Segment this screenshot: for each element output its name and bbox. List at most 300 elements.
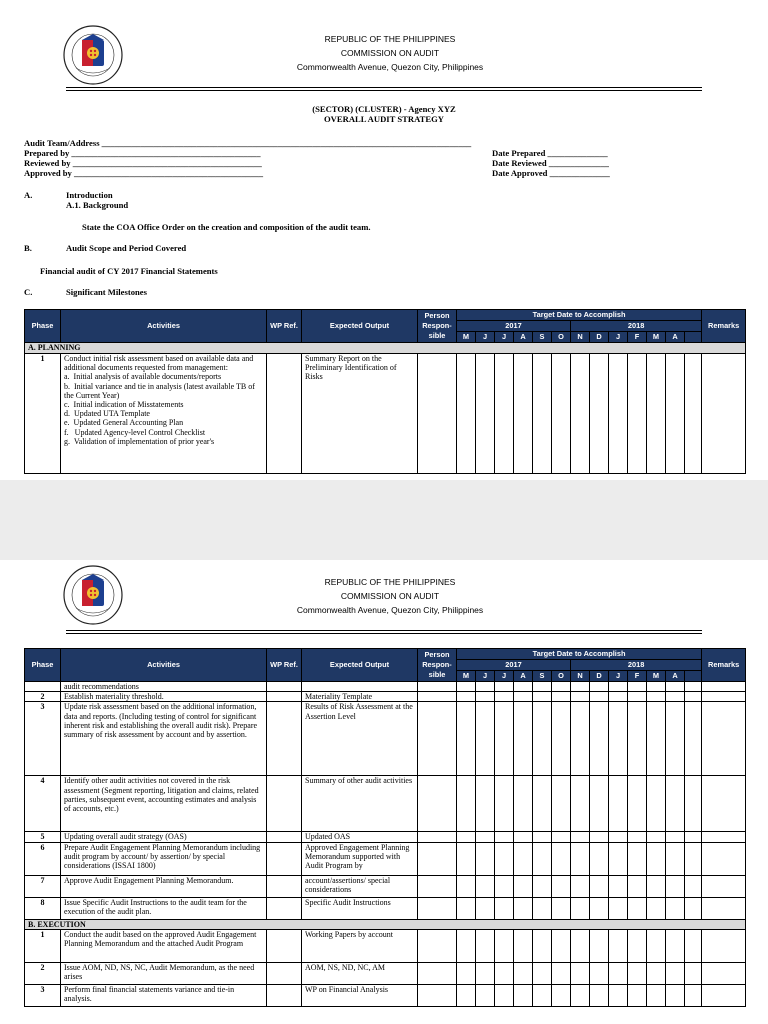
- month-cell: [514, 962, 533, 984]
- reviewed-by-field: Reviewed by ____________________________________________: [24, 158, 262, 168]
- letterhead: [180, 32, 600, 74]
- month-cell: [685, 842, 702, 875]
- month-cell: [628, 682, 647, 692]
- table-header-row: [25, 310, 746, 321]
- month-cell: [571, 832, 590, 842]
- row-activity: Identify other audit activities not covered in the risk assessment (Segment reporting, litigation and claims, related parties, subsequent event, accounting estimates and analysis of accounts, etc.): [61, 776, 267, 832]
- year-2018-header: 2018: [571, 321, 702, 332]
- month-cell: [647, 682, 666, 692]
- row-expected-output: Approved Engagement Planning Memorandum supported with Audit Program by: [302, 842, 418, 875]
- month-cell: [609, 897, 628, 919]
- month-cell: [666, 682, 685, 692]
- row-expected-output: Summary of other audit activities: [302, 776, 418, 832]
- month-cell: [514, 692, 533, 702]
- month-cell: [476, 984, 495, 1006]
- month-header: A: [666, 671, 685, 682]
- month-cell: [685, 897, 702, 919]
- month-cell: [647, 692, 666, 702]
- table-row: [25, 354, 746, 474]
- month-cell: [495, 875, 514, 897]
- row-activity: Update risk assessment based on the additional information, data and reports. (Including testing of control for significant inherent risk and establishing the overall audit risk). Prepare summary of risk assessment by account and by assertion.: [61, 702, 267, 776]
- section-b-title: Audit Scope and Period Covered: [66, 243, 187, 253]
- month-cell: [685, 984, 702, 1006]
- audit-team-field: Audit Team/Address ______________________________________________________________________________________: [24, 138, 472, 148]
- row-wp-ref: [267, 832, 302, 842]
- month-cell: [628, 842, 647, 875]
- month-cell: [552, 984, 571, 1006]
- month-cell: [495, 692, 514, 702]
- row-activity: audit recommendations: [61, 682, 267, 692]
- col-phase-header: Phase: [25, 310, 61, 343]
- row-activity: Updating overall audit strategy (OAS): [61, 832, 267, 842]
- row-number: 7: [25, 875, 61, 897]
- row-number: 6: [25, 842, 61, 875]
- table-header-row: [25, 649, 746, 660]
- month-cell: [590, 842, 609, 875]
- month-header: A: [514, 332, 533, 343]
- row-person-responsible: [418, 692, 457, 702]
- month-cell: [476, 962, 495, 984]
- row-wp-ref: [267, 682, 302, 692]
- row-expected-output: WP on Financial Analysis: [302, 984, 418, 1006]
- row-person-responsible: [418, 875, 457, 897]
- month-cell: [571, 682, 590, 692]
- month-cell: [495, 984, 514, 1006]
- month-cell: [571, 962, 590, 984]
- row-number: 2: [25, 692, 61, 702]
- row-remarks: [702, 962, 746, 984]
- row-activity: Issue Specific Audit Instructions to the audit team for the execution of the audit plan.: [61, 897, 267, 919]
- month-header: D: [590, 671, 609, 682]
- month-cell: [609, 692, 628, 702]
- row-remarks: [702, 776, 746, 832]
- row-wp-ref: [267, 354, 302, 474]
- month-cell: [628, 962, 647, 984]
- month-cell: [495, 702, 514, 776]
- month-cell: [685, 354, 702, 474]
- month-cell: [571, 897, 590, 919]
- month-cell: [552, 832, 571, 842]
- month-header: N: [571, 332, 590, 343]
- row-remarks: [702, 354, 746, 474]
- month-cell: [457, 842, 476, 875]
- month-cell: [533, 984, 552, 1006]
- table-row: [25, 832, 746, 842]
- month-cell: [666, 776, 685, 832]
- section-a-title: Introduction: [66, 190, 113, 200]
- month-cell: [571, 875, 590, 897]
- table-row: [25, 692, 746, 702]
- table-section-row: [25, 919, 746, 929]
- row-number: 3: [25, 702, 61, 776]
- month-cell: [685, 702, 702, 776]
- month-cell: [552, 776, 571, 832]
- year-2017-header: 2017: [457, 321, 571, 332]
- header-rule: [66, 87, 702, 91]
- month-header: M: [647, 332, 666, 343]
- prepared-by-field: Prepared by ____________________________________________: [24, 148, 261, 158]
- month-cell: [590, 875, 609, 897]
- month-header: J: [495, 671, 514, 682]
- month-cell: [628, 776, 647, 832]
- month-cell: [628, 354, 647, 474]
- doc-title-line-1: (SECTOR) (CLUSTER) - Agency XYZ: [312, 104, 456, 114]
- table-row: [25, 842, 746, 875]
- row-remarks: [702, 875, 746, 897]
- month-cell: [514, 842, 533, 875]
- row-activity: Conduct the audit based on the approved Audit Engagement Planning Memorandum and the attached Audit Program: [61, 929, 267, 962]
- month-header: A: [514, 671, 533, 682]
- letterhead: [180, 575, 600, 617]
- month-cell: [647, 962, 666, 984]
- month-cell: [552, 875, 571, 897]
- row-number: 5: [25, 832, 61, 842]
- month-cell: [533, 897, 552, 919]
- month-cell: [590, 962, 609, 984]
- table-row: [25, 776, 746, 832]
- month-cell: [666, 354, 685, 474]
- row-remarks: [702, 832, 746, 842]
- row-remarks: [702, 984, 746, 1006]
- month-header: S: [533, 671, 552, 682]
- month-cell: [533, 832, 552, 842]
- letterhead-line-1: REPUBLIC OF THE PHILIPPINES: [324, 577, 456, 587]
- table-row: [25, 682, 746, 692]
- year-2017-header: 2017: [457, 660, 571, 671]
- month-header: O: [552, 332, 571, 343]
- month-cell: [666, 897, 685, 919]
- month-cell: [495, 897, 514, 919]
- month-cell: [685, 692, 702, 702]
- date-prepared-field: Date Prepared ______________: [492, 148, 608, 158]
- month-header: M: [457, 332, 476, 343]
- month-cell: [457, 929, 476, 962]
- month-cell: [495, 842, 514, 875]
- month-header-blank: [685, 332, 702, 343]
- row-expected-output: account/assertions/ special considerations: [302, 875, 418, 897]
- month-cell: [685, 962, 702, 984]
- month-cell: [476, 702, 495, 776]
- col-target-date-header: Target Date to Accomplish: [457, 310, 702, 321]
- month-cell: [609, 984, 628, 1006]
- col-phase-header: Phase: [25, 649, 61, 682]
- month-cell: [590, 897, 609, 919]
- month-header: D: [590, 332, 609, 343]
- row-wp-ref: [267, 875, 302, 897]
- month-cell: [571, 842, 590, 875]
- month-cell: [457, 682, 476, 692]
- row-person-responsible: [418, 984, 457, 1006]
- month-cell: [571, 984, 590, 1006]
- month-cell: [590, 702, 609, 776]
- row-activity: Approve Audit Engagement Planning Memorandum.: [61, 875, 267, 897]
- row-person-responsible: [418, 832, 457, 842]
- month-cell: [533, 692, 552, 702]
- month-cell: [552, 692, 571, 702]
- month-cell: [514, 984, 533, 1006]
- month-cell: [571, 776, 590, 832]
- year-2018-header: 2018: [571, 660, 702, 671]
- month-cell: [552, 929, 571, 962]
- month-cell: [533, 929, 552, 962]
- row-number: 3: [25, 984, 61, 1006]
- month-cell: [647, 832, 666, 842]
- row-remarks: [702, 682, 746, 692]
- month-cell: [476, 929, 495, 962]
- row-activity: Establish materiality threshold.: [61, 692, 267, 702]
- month-cell: [552, 354, 571, 474]
- row-expected-output: Materiality Template: [302, 692, 418, 702]
- letterhead-line-2: COMMISSION ON AUDIT: [340, 591, 440, 601]
- row-number: 8: [25, 897, 61, 919]
- month-cell: [609, 842, 628, 875]
- month-cell: [457, 962, 476, 984]
- month-cell: [647, 984, 666, 1006]
- month-cell: [457, 702, 476, 776]
- document-page-1: [0, 0, 768, 480]
- table-section-row: [25, 343, 746, 354]
- month-cell: [590, 984, 609, 1006]
- page-gap: [0, 480, 768, 560]
- doc-title-line-2: OVERALL AUDIT STRATEGY: [323, 114, 445, 124]
- month-cell: [666, 962, 685, 984]
- section-c-title: Significant Milestones: [66, 287, 147, 297]
- month-cell: [571, 929, 590, 962]
- row-number: 4: [25, 776, 61, 832]
- row-person-responsible: [418, 962, 457, 984]
- row-activity: Perform final financial statements variance and tie-in analysis.: [61, 984, 267, 1006]
- section-label: A. PLANNING: [25, 343, 746, 354]
- month-cell: [514, 354, 533, 474]
- month-cell: [647, 875, 666, 897]
- month-cell: [609, 682, 628, 692]
- table-row: [25, 875, 746, 897]
- month-cell: [476, 897, 495, 919]
- month-cell: [514, 682, 533, 692]
- month-cell: [533, 354, 552, 474]
- month-cell: [571, 354, 590, 474]
- month-header: J: [476, 332, 495, 343]
- month-cell: [476, 875, 495, 897]
- col-expected-output-header: Expected Output: [302, 649, 418, 682]
- milestones-table-page-1: [24, 309, 746, 474]
- table-row: [25, 962, 746, 984]
- month-cell: [590, 354, 609, 474]
- month-header: J: [609, 671, 628, 682]
- row-expected-output: Updated OAS: [302, 832, 418, 842]
- month-cell: [457, 897, 476, 919]
- section-c-letter: C.: [24, 287, 33, 297]
- month-cell: [609, 929, 628, 962]
- month-cell: [457, 875, 476, 897]
- month-cell: [495, 354, 514, 474]
- col-activities-header: Activities: [61, 649, 267, 682]
- month-cell: [609, 354, 628, 474]
- month-cell: [533, 962, 552, 984]
- month-cell: [628, 875, 647, 897]
- date-reviewed-field: Date Reviewed ______________: [492, 158, 609, 168]
- month-cell: [628, 832, 647, 842]
- row-expected-output: Working Papers by account: [302, 929, 418, 962]
- month-header: J: [495, 332, 514, 343]
- row-expected-output: Results of Risk Assessment at the Assertion Level: [302, 702, 418, 776]
- col-wp-ref-header: WP Ref.: [267, 310, 302, 343]
- month-cell: [647, 842, 666, 875]
- month-cell: [552, 702, 571, 776]
- month-header: N: [571, 671, 590, 682]
- row-number: 1: [25, 354, 61, 474]
- month-cell: [514, 832, 533, 842]
- month-cell: [647, 776, 666, 832]
- row-wp-ref: [267, 702, 302, 776]
- month-cell: [666, 692, 685, 702]
- row-person-responsible: [418, 776, 457, 832]
- col-person-responsible-header: Person Respon-sible: [418, 310, 457, 343]
- month-cell: [514, 776, 533, 832]
- month-cell: [476, 776, 495, 832]
- section-label: B. EXECUTION: [25, 919, 746, 929]
- month-cell: [552, 962, 571, 984]
- row-number: 1: [25, 929, 61, 962]
- col-expected-output-header: Expected Output: [302, 310, 418, 343]
- month-cell: [457, 984, 476, 1006]
- month-cell: [666, 875, 685, 897]
- month-cell: [590, 832, 609, 842]
- month-cell: [571, 692, 590, 702]
- month-header: M: [647, 671, 666, 682]
- month-cell: [590, 682, 609, 692]
- month-cell: [495, 682, 514, 692]
- month-cell: [628, 929, 647, 962]
- row-wp-ref: [267, 842, 302, 875]
- table-row: [25, 984, 746, 1006]
- month-cell: [552, 897, 571, 919]
- month-cell: [685, 875, 702, 897]
- table-row: [25, 897, 746, 919]
- month-cell: [666, 984, 685, 1006]
- row-person-responsible: [418, 354, 457, 474]
- month-cell: [666, 702, 685, 776]
- document-page-2: [0, 560, 768, 1024]
- month-cell: [514, 929, 533, 962]
- month-cell: [476, 842, 495, 875]
- month-cell: [533, 776, 552, 832]
- month-cell: [685, 682, 702, 692]
- letterhead-line-1: REPUBLIC OF THE PHILIPPINES: [324, 34, 456, 44]
- col-wp-ref-header: WP Ref.: [267, 649, 302, 682]
- month-cell: [609, 832, 628, 842]
- milestones-table-page-2: [24, 648, 746, 1007]
- month-cell: [685, 776, 702, 832]
- row-wp-ref: [267, 929, 302, 962]
- month-cell: [609, 702, 628, 776]
- coa-seal-logo: [62, 24, 124, 86]
- month-cell: [685, 929, 702, 962]
- month-header: J: [476, 671, 495, 682]
- month-cell: [666, 929, 685, 962]
- col-remarks-header: Remarks: [702, 310, 746, 343]
- row-expected-output: Specific Audit Instructions: [302, 897, 418, 919]
- row-number: [25, 682, 61, 692]
- row-wp-ref: [267, 776, 302, 832]
- month-header: F: [628, 332, 647, 343]
- col-person-responsible-header: Person Respon-sible: [418, 649, 457, 682]
- month-cell: [495, 962, 514, 984]
- header-rule: [66, 630, 702, 634]
- section-b-text: Financial audit of CY 2017 Financial Statements: [40, 266, 218, 276]
- row-remarks: [702, 897, 746, 919]
- month-cell: [609, 776, 628, 832]
- month-cell: [476, 692, 495, 702]
- row-wp-ref: [267, 692, 302, 702]
- table-row: [25, 929, 746, 962]
- month-cell: [590, 692, 609, 702]
- month-cell: [495, 776, 514, 832]
- month-header-blank: [685, 671, 702, 682]
- row-person-responsible: [418, 702, 457, 776]
- row-person-responsible: [418, 929, 457, 962]
- month-cell: [647, 702, 666, 776]
- month-cell: [495, 929, 514, 962]
- section-a1-title: A.1. Background: [66, 200, 129, 210]
- month-header: M: [457, 671, 476, 682]
- row-person-responsible: [418, 682, 457, 692]
- month-cell: [647, 897, 666, 919]
- month-header: O: [552, 671, 571, 682]
- row-wp-ref: [267, 984, 302, 1006]
- letterhead-line-3: Commonwealth Avenue, Quezon City, Philippines: [296, 62, 484, 72]
- month-cell: [457, 776, 476, 832]
- month-cell: [552, 842, 571, 875]
- col-remarks-header: Remarks: [702, 649, 746, 682]
- col-activities-header: Activities: [61, 310, 267, 343]
- month-cell: [533, 702, 552, 776]
- row-person-responsible: [418, 842, 457, 875]
- month-cell: [628, 702, 647, 776]
- section-a-letter: A.: [24, 190, 33, 200]
- month-cell: [533, 682, 552, 692]
- month-cell: [533, 875, 552, 897]
- month-cell: [628, 897, 647, 919]
- row-number: 2: [25, 962, 61, 984]
- month-cell: [590, 929, 609, 962]
- month-cell: [666, 842, 685, 875]
- table-row: [25, 702, 746, 776]
- month-cell: [495, 832, 514, 842]
- row-activity: Conduct initial risk assessment based on available data and additional documents requested from management: a. Initial analysis of available documents/reports b. Initial variance and tie in analysis (latest available TB of the Current Year) c. Initial indication of Misstatements d. Updated UTA Template e. Updated General Accounting Plan f. Updated Agency-level Control Checklist g. Validation of implementation of prior year's: [61, 354, 267, 474]
- month-cell: [590, 776, 609, 832]
- approved-by-field: Approved by ____________________________________________: [24, 168, 264, 178]
- month-cell: [628, 984, 647, 1006]
- row-expected-output: [302, 682, 418, 692]
- month-cell: [647, 354, 666, 474]
- month-header: S: [533, 332, 552, 343]
- month-cell: [457, 354, 476, 474]
- row-expected-output: AOM, NS, ND, NC, AM: [302, 962, 418, 984]
- month-cell: [514, 875, 533, 897]
- letterhead-line-3: Commonwealth Avenue, Quezon City, Philippines: [296, 605, 484, 615]
- month-header: J: [609, 332, 628, 343]
- date-approved-field: Date Approved ______________: [492, 168, 610, 178]
- month-cell: [476, 832, 495, 842]
- month-cell: [647, 929, 666, 962]
- month-cell: [457, 692, 476, 702]
- month-cell: [685, 832, 702, 842]
- month-cell: [609, 962, 628, 984]
- month-cell: [571, 702, 590, 776]
- row-remarks: [702, 929, 746, 962]
- month-cell: [628, 692, 647, 702]
